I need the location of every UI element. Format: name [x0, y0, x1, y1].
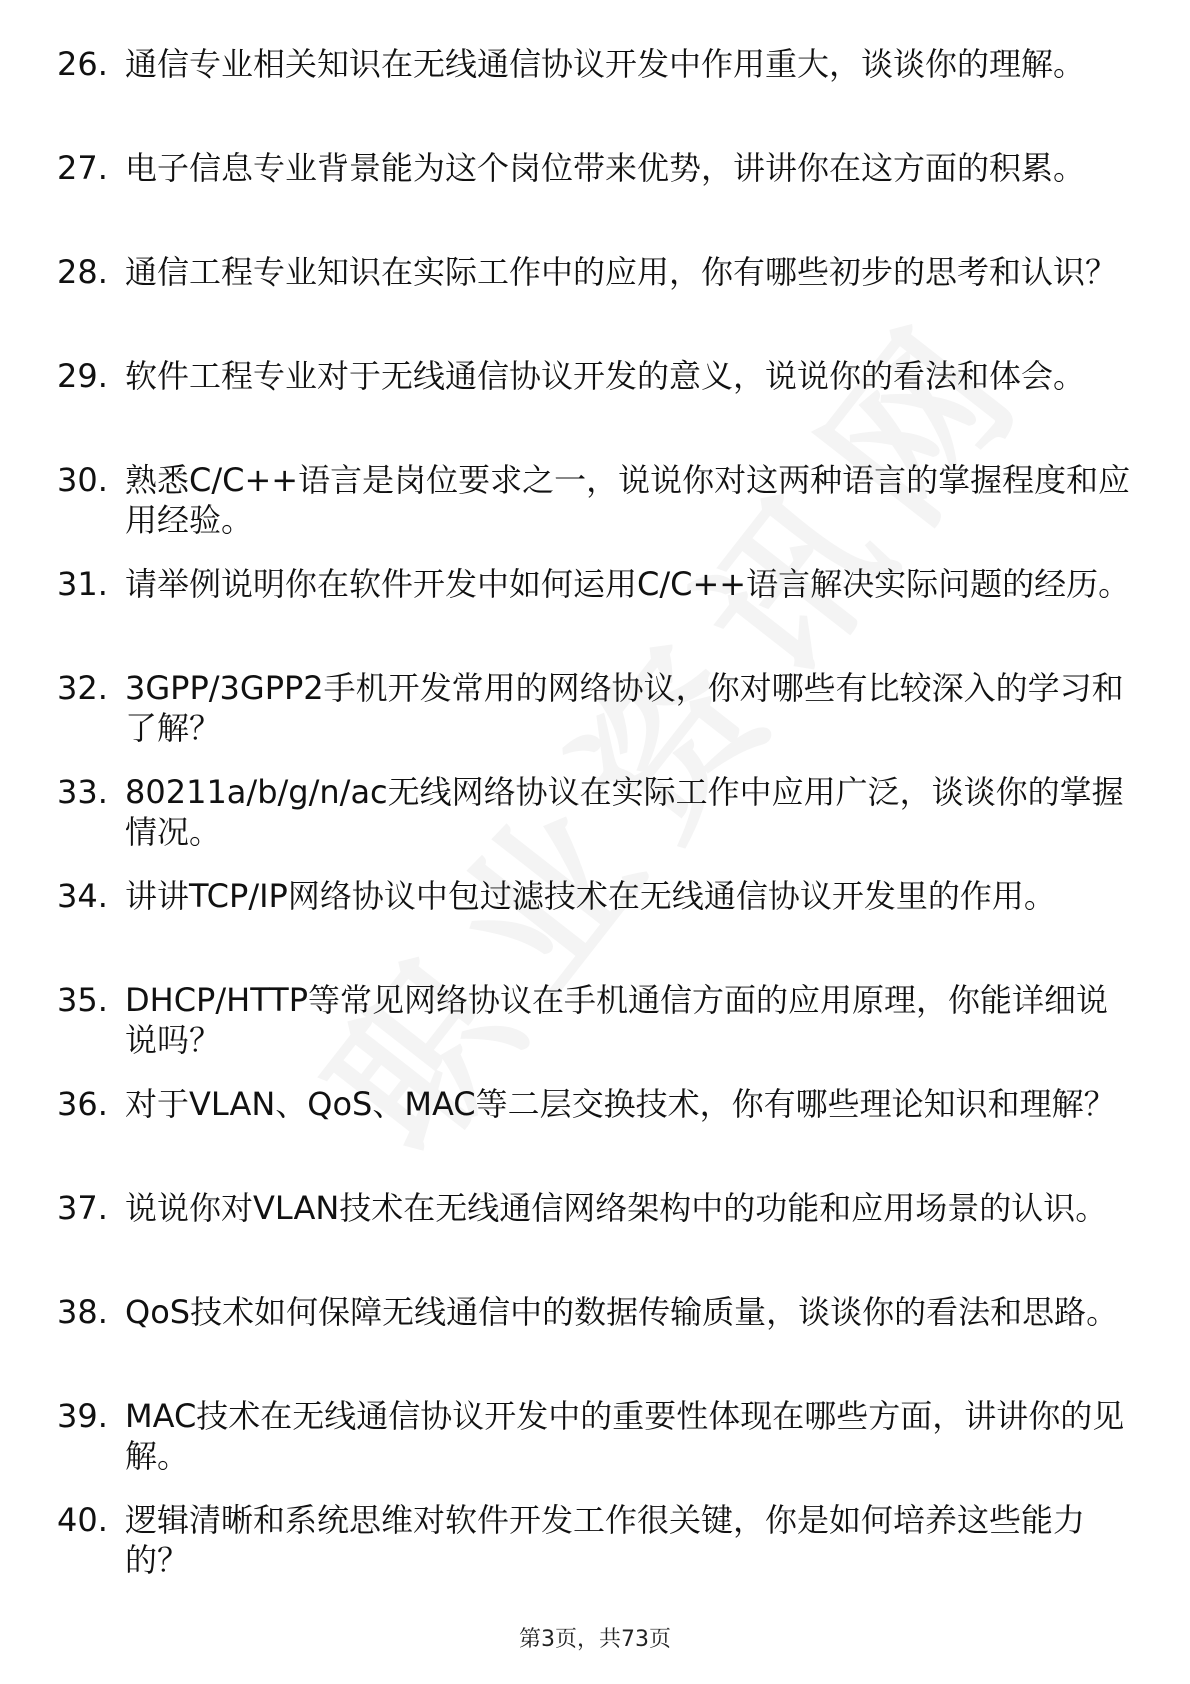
question-item [0, 1500, 1190, 1604]
question-number: 38. [57, 1293, 108, 1331]
question-number: 30. [57, 461, 108, 499]
question-text: QoS技术如何保障无线通信中的数据传输质量，谈谈你的看法和思路。 [125, 1293, 1119, 1331]
question-item [0, 668, 1190, 772]
question-item [0, 980, 1190, 1084]
question-text: 对于VLAN、QoS、MAC等二层交换技术，你有哪些理论知识和理解？ [125, 1085, 1116, 1123]
question-text: 80211a/b/g/n/ac无线网络协议在实际工作中应用广泛，谈谈你的掌握情况。 [125, 773, 1124, 851]
question-text: MAC技术在无线通信协议开发中的重要性体现在哪些方面，讲讲你的见解。 [125, 1397, 1125, 1475]
question-number: 35. [57, 981, 108, 1019]
question-number: 37. [57, 1189, 108, 1227]
question-item [0, 460, 1190, 564]
question-item [0, 356, 1190, 460]
question-text: 请举例说明你在软件开发中如何运用C/C++语言解决实际问题的经历。 [125, 565, 1131, 603]
question-list [0, 44, 1190, 1604]
question-number: 32. [57, 669, 108, 707]
question-text: 软件工程专业对于无线通信协议开发的意义，说说你的看法和体会。 [125, 357, 1086, 395]
question-number: 27. [57, 149, 108, 187]
question-text: 熟悉C/C++语言是岗位要求之一，说说你对这两种语言的掌握程度和应用经验。 [125, 461, 1131, 539]
question-number: 29. [57, 357, 108, 395]
question-number: 28. [57, 253, 108, 291]
question-number: 31. [57, 565, 108, 603]
question-text: 说说你对VLAN技术在无线通信网络架构中的功能和应用场景的认识。 [125, 1189, 1108, 1227]
question-number: 39. [57, 1397, 108, 1435]
question-number: 40. [57, 1501, 108, 1539]
question-item [0, 1188, 1190, 1292]
question-item [0, 1396, 1190, 1500]
question-item [0, 252, 1190, 356]
question-number: 33. [57, 773, 108, 811]
question-text: 通信工程专业知识在实际工作中的应用，你有哪些初步的思考和认识？ [125, 253, 1118, 291]
question-text: 通信专业相关知识在无线通信协议开发中作用重大，谈谈你的理解。 [125, 45, 1086, 83]
question-item [0, 772, 1190, 876]
question-item [0, 1292, 1190, 1396]
question-text: 逻辑清晰和系统思维对软件开发工作很关键，你是如何培养这些能力的？ [125, 1501, 1086, 1579]
question-number: 34. [57, 877, 108, 915]
question-text: DHCP/HTTP等常见网络协议在手机通信方面的应用原理，你能详细说说吗？ [125, 981, 1109, 1059]
question-text: 讲讲TCP/IP网络协议中包过滤技术在无线通信协议开发里的作用。 [125, 877, 1056, 915]
question-number: 36. [57, 1085, 108, 1123]
question-text: 3GPP/3GPP2手机开发常用的网络协议，你对哪些有比较深入的学习和了解？ [125, 669, 1124, 747]
question-item [0, 44, 1190, 148]
question-item [0, 876, 1190, 980]
question-item [0, 564, 1190, 668]
question-text: 电子信息专业背景能为这个岗位带来优势，讲讲你在这方面的积累。 [125, 149, 1086, 187]
question-item [0, 1084, 1190, 1188]
question-number: 26. [57, 45, 108, 83]
page-number-footer: 第3页，共73页 [519, 1627, 671, 1652]
question-item [0, 148, 1190, 252]
